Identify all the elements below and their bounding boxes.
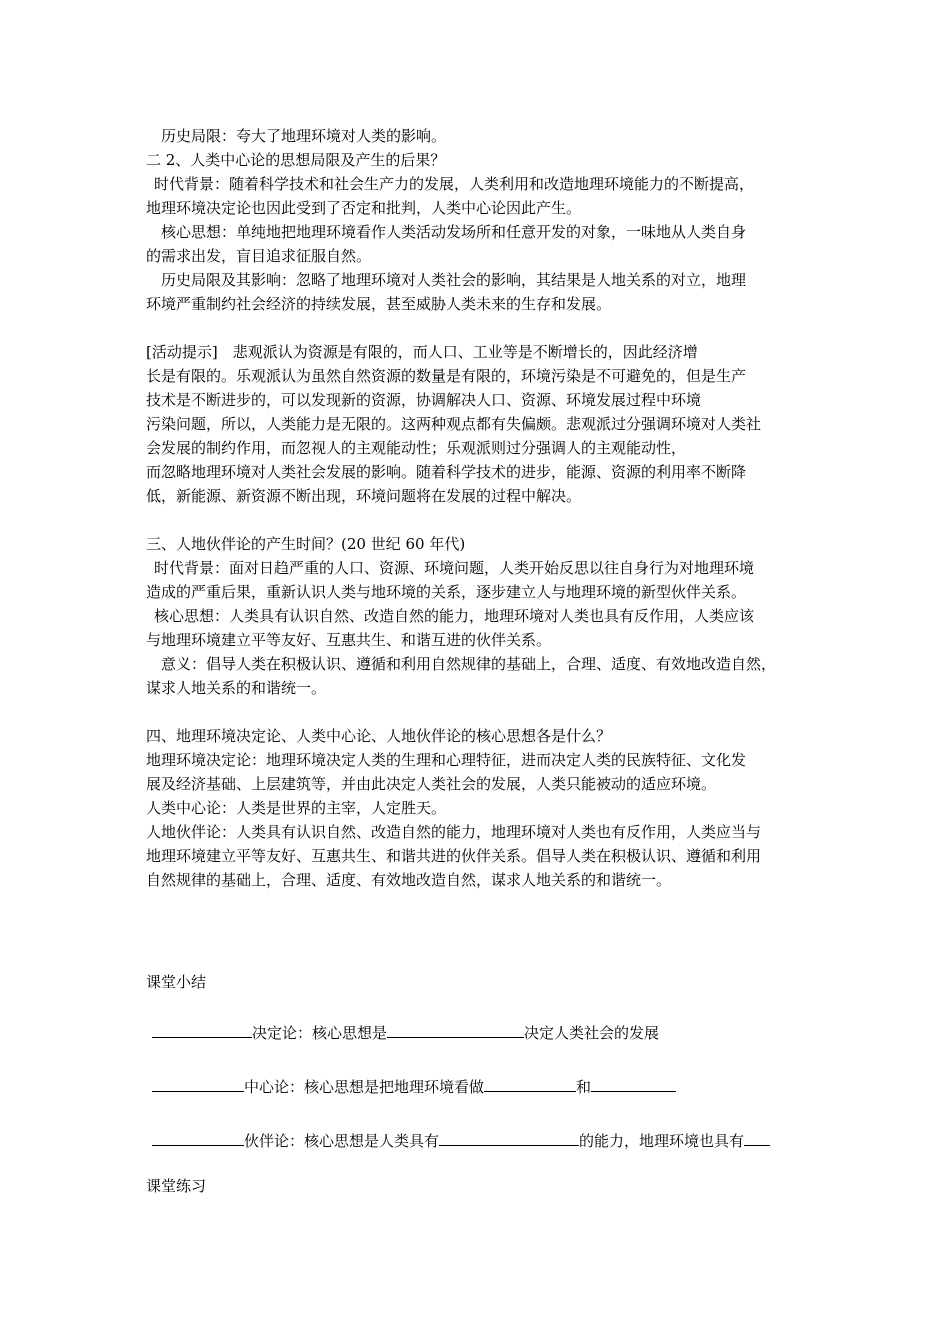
activity-line3: 技术是不断进步的，可以发现新的资源，协调解决人口、资源、环境发展过程中环境	[146, 391, 702, 409]
activity-line5: 会发展的制约作用，而忽视人的主观能动性；乐观派则过分强调人的主观能动性，	[146, 439, 687, 457]
fill-text: 的能力，地理环境也具有	[579, 1132, 745, 1150]
summary-title: 课堂小结	[146, 973, 207, 991]
activity-line6: 而忽略地理环境对人类社会发展的影响。随着科学技术的进步，能源、资源的利用率不断降	[146, 463, 747, 481]
activity-line2: 长是有限的。乐观派认为虽然自然资源的数量是有限的，环境污染是不可避免的，但是生产	[146, 367, 747, 385]
blank-line[interactable]	[591, 1074, 676, 1092]
blank-line[interactable]	[439, 1128, 579, 1146]
spacer	[146, 1044, 818, 1074]
part3-background-line1: 时代背景：面对日趋严重的人口、资源、环境问题，人类开始反思以往自身行为对地理环境	[154, 559, 755, 577]
spacer	[146, 700, 818, 724]
spacer	[146, 1152, 818, 1174]
part4-determinism-line1: 地理环境决定论：地理环境决定人类的生理和心理特征，进而决定人类的民族特征、文化发	[146, 751, 747, 769]
part3-heading: 三、人地伙伴论的产生时间？(20 世纪 60 年代)	[146, 535, 466, 553]
part2-background-line2: 地理环境决定论也因此受到了否定和批判，人类中心论因此产生。	[146, 199, 582, 217]
blank-line[interactable]	[152, 1128, 244, 1146]
document-page	[146, 124, 818, 1198]
spacer	[146, 994, 818, 1020]
blank-line[interactable]	[484, 1074, 576, 1092]
part2-impact-line2: 环境严重制约社会经济的持续发展，甚至威胁人类未来的生存和发展。	[146, 295, 612, 313]
part3-meaning-line1: 意义：倡导人类在积极认识、遵循和利用自然规律的基础上，合理、适度、有效地改造自然，	[161, 655, 777, 673]
fill-text: 决定论：核心思想是	[252, 1024, 388, 1042]
activity-line4: 污染问题，所以，人类能力是无限的。这两种观点都有失偏颇。悲观派过分强调环境对人类社	[146, 415, 762, 433]
activity-line7: 低，新能源、新资源不断出现，环境问题将在发展的过程中解决。	[146, 487, 582, 505]
blank-line[interactable]	[152, 1020, 252, 1038]
fill-text: 决定人类社会的发展	[524, 1024, 660, 1042]
blank-line[interactable]	[152, 1074, 244, 1092]
part4-partnership-line3: 自然规律的基础上，合理、适度、有效地改造自然，谋求人地关系的和谐统一。	[146, 871, 672, 889]
part2-core-line2: 的需求出发，盲目追求征服自然。	[146, 247, 372, 265]
part2-background-line1: 时代背景：随着科学技术和社会生产力的发展，人类利用和改造地理环境能力的不断提高，	[154, 175, 755, 193]
part3-core-line2: 与地理环境建立平等友好、互惠共生、和谐互进的伙伴关系。	[146, 631, 552, 649]
blank-line[interactable]	[387, 1020, 524, 1038]
spacer	[146, 892, 818, 964]
part2-heading: 二 2、人类中心论的思想局限及产生的后果？	[146, 151, 446, 169]
part4-anthropocentrism: 人类中心论：人类是世界的主宰，人定胜天。	[146, 799, 447, 817]
summary-fill-partnership	[146, 1128, 818, 1152]
part4-determinism-line2: 展及经济基础、上层建筑等，并由此决定人类社会的发展，人类只能被动的适应环境。	[146, 775, 717, 793]
part4-heading: 四、地理环境决定论、人类中心论、人地伙伴论的核心思想各是什么？	[146, 727, 612, 745]
part4-partnership-line2: 地理环境建立平等友好、互惠共生、和谐共进的伙伴关系。倡导人类在积极认识、遵循和利用	[146, 847, 762, 865]
intro-limitation: 历史局限：夸大了地理环境对人类的影响。	[161, 127, 447, 145]
spacer	[146, 316, 818, 340]
part3-core-line1: 核心思想：人类具有认识自然、改造自然的能力，地理环境对人类也具有反作用，人类应该	[154, 607, 755, 625]
summary-fill-determinism	[146, 1020, 818, 1044]
spacer	[146, 508, 818, 532]
spacer	[146, 1098, 818, 1128]
fill-text: 和	[576, 1078, 592, 1096]
fill-text: 中心论：核心思想是把地理环境看做	[244, 1078, 485, 1096]
activity-line1: [活动提示] 悲观派认为资源是有限的，而人口、工业等是不断增长的，因此经济增	[146, 343, 698, 361]
practice-title: 课堂练习	[146, 1177, 207, 1195]
part2-core-line1: 核心思想：单纯地把地理环境看作人类活动发场所和任意开发的对象，一味地从人类自身	[161, 223, 747, 241]
part2-impact-line1: 历史局限及其影响：忽略了地理环境对人类社会的影响，其结果是人地关系的对立，地理	[161, 271, 747, 289]
fill-text: 伙伴论：核心思想是人类具有	[244, 1132, 440, 1150]
part3-meaning-line2: 谋求人地关系的和谐统一。	[146, 679, 327, 697]
part3-background-line2: 造成的严重后果，重新认识人类与地环境的关系，逐步建立人与地理环境的新型伙伴关系。	[146, 583, 747, 601]
summary-fill-center	[146, 1074, 818, 1098]
blank-line[interactable]	[744, 1128, 770, 1146]
part4-partnership-line1: 人地伙伴论：人类具有认识自然、改造自然的能力，地理环境对人类也有反作用，人类应当与	[146, 823, 762, 841]
